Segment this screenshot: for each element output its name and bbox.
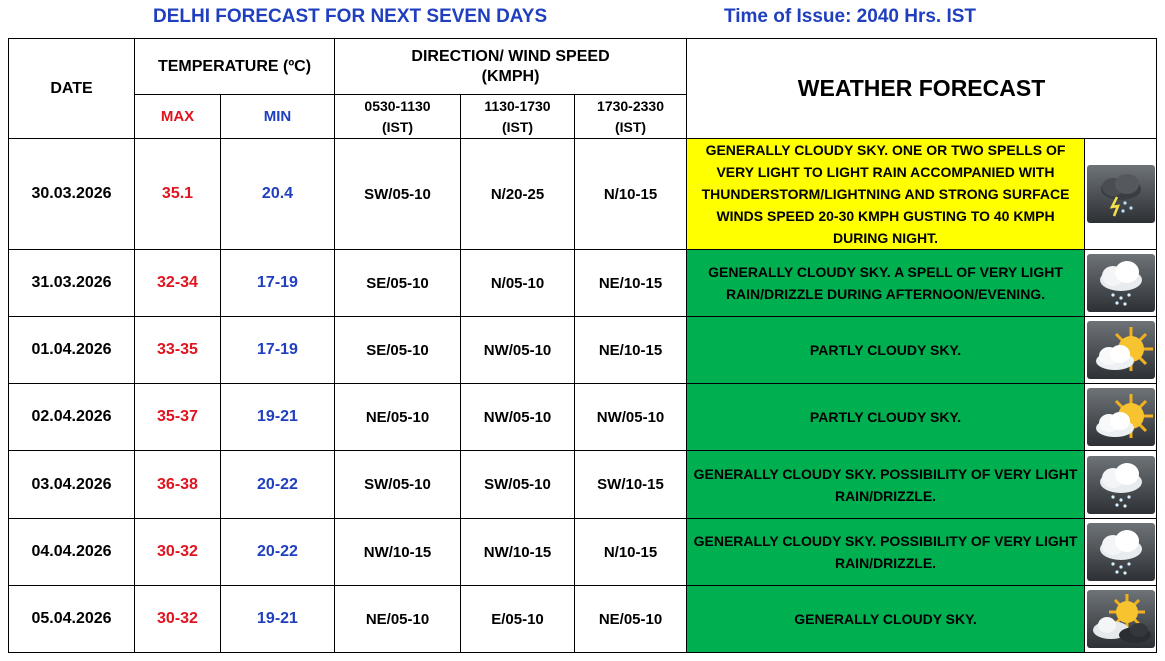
- row-wind-slot-1: SW/05-10: [335, 451, 461, 519]
- row-wind-slot-1: SE/05-10: [335, 250, 461, 317]
- table-row: [9, 451, 1157, 519]
- row-wind-slot-3: N/10-15: [575, 139, 687, 250]
- slot-2-time: 1130-1730: [484, 97, 551, 114]
- row-wind-slot-2: NW/05-10: [461, 317, 575, 384]
- forecast-table: [8, 38, 1157, 653]
- light-rain-icon: [1087, 456, 1155, 514]
- row-date: 05.04.2026: [9, 586, 135, 653]
- row-wind-slot-2: N/05-10: [461, 250, 575, 317]
- slot-3-time: 1730-2330: [597, 97, 664, 114]
- row-max-temp: 33-35: [135, 317, 221, 384]
- table-row: [9, 519, 1157, 586]
- slot-3-ist: (IST): [614, 118, 647, 135]
- row-weather-icon-cell: [1085, 250, 1157, 317]
- row-weather-icon-cell: [1085, 384, 1157, 451]
- header-wind-unit: (KMPH): [481, 67, 540, 85]
- row-date: 04.04.2026: [9, 519, 135, 586]
- row-weather-icon-cell: [1085, 451, 1157, 519]
- partly-cloudy-icon: [1087, 388, 1155, 446]
- light-rain-icon: [1087, 523, 1155, 581]
- forecast-rows: [9, 139, 1157, 653]
- page-title: DELHI FORECAST FOR NEXT SEVEN DAYS: [153, 6, 548, 27]
- row-max-temp: 30-32: [135, 586, 221, 653]
- row-min-temp: 17-19: [221, 317, 335, 384]
- header-temperature: TEMPERATURE (ºC): [135, 39, 335, 95]
- header-wind: [335, 39, 687, 95]
- row-forecast-text: GENERALLY CLOUDY SKY. POSSIBILITY OF VERY LIGHT RAIN/DRIZZLE.: [687, 451, 1085, 519]
- row-min-temp: 17-19: [221, 250, 335, 317]
- header-slot-1: [335, 95, 461, 139]
- row-date: 03.04.2026: [9, 451, 135, 519]
- row-wind-slot-1: SE/05-10: [335, 317, 461, 384]
- row-date: 01.04.2026: [9, 317, 135, 384]
- header-slot-2: [461, 95, 575, 139]
- row-date: 30.03.2026: [9, 139, 135, 250]
- row-wind-slot-3: N/10-15: [575, 519, 687, 586]
- row-wind-slot-2: N/20-25: [461, 139, 575, 250]
- row-wind-slot-2: SW/05-10: [461, 451, 575, 519]
- row-wind-slot-3: NW/05-10: [575, 384, 687, 451]
- thunderstorm-icon: [1087, 165, 1155, 223]
- light-rain-icon: [1087, 254, 1155, 312]
- slot-1-time: 0530-1130: [364, 97, 431, 114]
- row-weather-icon-cell: [1085, 317, 1157, 384]
- row-wind-slot-1: SW/05-10: [335, 139, 461, 250]
- row-forecast-text: GENERALLY CLOUDY SKY. ONE OR TWO SPELLS OF VERY LIGHT TO LIGHT RAIN ACCOMPANIED WITH THUNDERSTORM/LIGHTNING AND STRONG SURFACE WINDS SPEED 20-30 KMPH GUSTING TO 40 KMPH DURING NIGHT.: [687, 139, 1085, 250]
- slot-2-ist: (IST): [501, 118, 534, 135]
- row-forecast-text: GENERALLY CLOUDY SKY.: [687, 586, 1085, 653]
- row-min-temp: 19-21: [221, 586, 335, 653]
- partly-cloudy-icon: [1087, 321, 1155, 379]
- header-weather-forecast: WEATHER FORECAST: [687, 39, 1157, 139]
- table-row: [9, 384, 1157, 451]
- row-min-temp: 20-22: [221, 451, 335, 519]
- row-wind-slot-3: NE/10-15: [575, 250, 687, 317]
- row-max-temp: 35-37: [135, 384, 221, 451]
- row-date: 31.03.2026: [9, 250, 135, 317]
- row-wind-slot-2: NW/10-15: [461, 519, 575, 586]
- cloudy-sun-icon: [1087, 590, 1155, 648]
- issue-time: Time of Issue: 2040 Hrs. IST: [724, 6, 977, 27]
- row-weather-icon-cell: [1085, 586, 1157, 653]
- header-max: MAX: [135, 95, 221, 139]
- row-max-temp: 36-38: [135, 451, 221, 519]
- row-wind-slot-3: NE/05-10: [575, 586, 687, 653]
- table-row: [9, 139, 1157, 250]
- row-wind-slot-1: NW/10-15: [335, 519, 461, 586]
- slot-1-ist: (IST): [381, 118, 414, 135]
- row-wind-slot-2: NW/05-10: [461, 384, 575, 451]
- row-max-temp: 32-34: [135, 250, 221, 317]
- row-forecast-text: GENERALLY CLOUDY SKY. POSSIBILITY OF VERY LIGHT RAIN/DRIZZLE.: [687, 519, 1085, 586]
- row-weather-icon-cell: [1085, 519, 1157, 586]
- row-wind-slot-3: SW/10-15: [575, 451, 687, 519]
- row-min-temp: 19-21: [221, 384, 335, 451]
- row-date: 02.04.2026: [9, 384, 135, 451]
- row-wind-slot-1: NE/05-10: [335, 384, 461, 451]
- header-min: MIN: [221, 95, 335, 139]
- title-bar: [0, 0, 1165, 36]
- row-forecast-text: PARTLY CLOUDY SKY.: [687, 384, 1085, 451]
- header-slot-3: [575, 95, 687, 139]
- table-row: [9, 250, 1157, 317]
- header-date: DATE: [9, 39, 135, 139]
- row-max-temp: 30-32: [135, 519, 221, 586]
- table-row: [9, 317, 1157, 384]
- row-wind-slot-3: NE/10-15: [575, 317, 687, 384]
- header-wind-label: DIRECTION/ WIND SPEED: [411, 47, 610, 65]
- row-forecast-text: GENERALLY CLOUDY SKY. A SPELL OF VERY LIGHT RAIN/DRIZZLE DURING AFTERNOON/EVENING.: [687, 250, 1085, 317]
- row-min-temp: 20.4: [221, 139, 335, 250]
- row-wind-slot-1: NE/05-10: [335, 586, 461, 653]
- table-row: [9, 586, 1157, 653]
- row-min-temp: 20-22: [221, 519, 335, 586]
- row-weather-icon-cell: [1085, 139, 1157, 250]
- row-max-temp: 35.1: [135, 139, 221, 250]
- row-wind-slot-2: E/05-10: [461, 586, 575, 653]
- row-forecast-text: PARTLY CLOUDY SKY.: [687, 317, 1085, 384]
